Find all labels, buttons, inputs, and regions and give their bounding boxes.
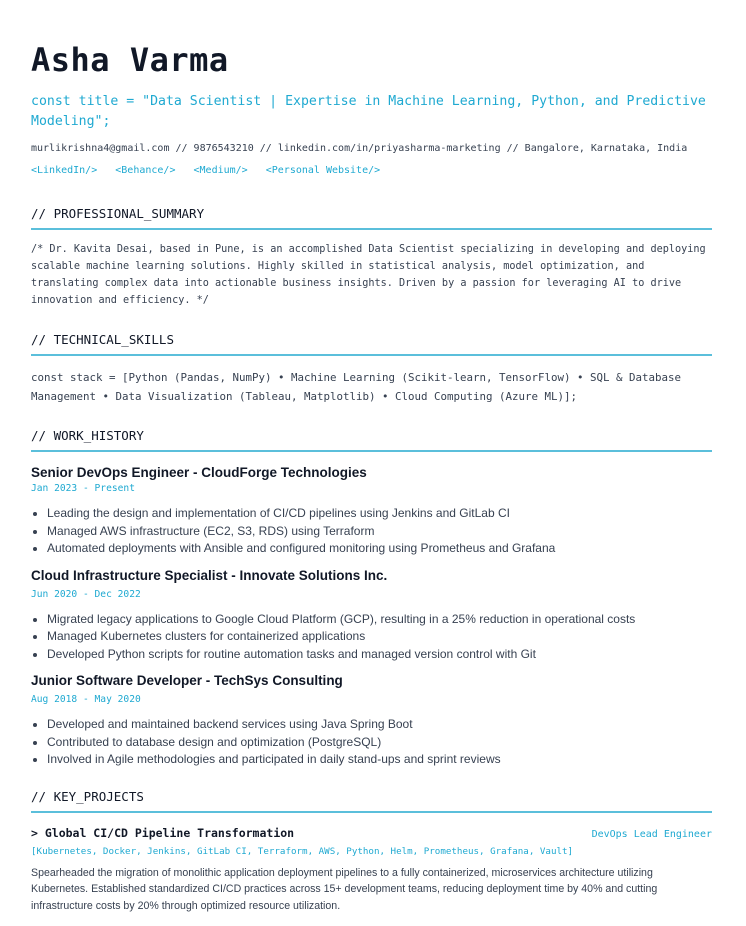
project-header	[31, 825, 712, 841]
list-item: • Migrated legacy applications to Google Cloud Platform (GCP), resulting in a 25% reduction in operational costs	[47, 611, 712, 629]
contact-line: murlikrishna4@gmail.com // 9876543210 // linkedin.com/in/priyasharma-marketing // Bangalore, Karnataka, India	[31, 143, 688, 154]
job-entry	[31, 464, 712, 558]
job-bullets	[31, 716, 712, 769]
skills-section	[31, 332, 712, 406]
list-item: • Managed Kubernetes clusters for containerized applications	[47, 628, 712, 646]
project-role: DevOps Lead Engineer	[591, 828, 712, 840]
title-line: const title = "Data Scientist | Expertise in Machine Learning, Python, and Predictive Modeling";	[31, 94, 706, 129]
list-item: • Leading the design and implementation of CI/CD pipelines using Jenkins and GitLab CI	[47, 505, 712, 523]
linkedin-link[interactable]: <LinkedIn/>	[31, 165, 98, 176]
work-heading: // WORK_HISTORY	[31, 428, 712, 452]
skills-text: const stack = [Python (Pandas, NumPy) • Machine Learning (Scikit-learn, TensorFlow) • SQL & Database Management • Data Visualization (Tableau, Matplotlib) • Cloud Computing (Azure ML)];	[31, 371, 682, 403]
job-title: Cloud Infrastructure Specialist - Innovate Solutions Inc.	[31, 567, 388, 583]
summary-section	[31, 206, 712, 309]
list-item: • Automated deployments with Ansible and configured monitoring using Prometheus and Grafana	[47, 540, 712, 558]
personal-website-link[interactable]: <Personal Website/>	[265, 165, 381, 176]
job-date: Aug 2018 - May 2020	[31, 694, 141, 705]
behance-link[interactable]: <Behance/>	[115, 165, 176, 176]
project-tags: [Kubernetes, Docker, Jenkins, GitLab CI, Terraform, AWS, Python, Helm, Prometheus, Grafana, Vault]	[31, 845, 574, 857]
job-entry	[31, 672, 712, 769]
job-bullets	[31, 611, 712, 664]
job-bullets	[31, 505, 712, 558]
projects-section	[31, 789, 712, 915]
job-title: Junior Software Developer - TechSys Consulting	[31, 673, 343, 688]
skills-heading: // TECHNICAL_SKILLS	[31, 332, 712, 356]
medium-link[interactable]: <Medium/>	[193, 165, 248, 176]
job-date: Jan 2023 - Present	[31, 483, 135, 494]
work-section	[31, 428, 712, 769]
summary-heading: // PROFESSIONAL_SUMMARY	[31, 206, 712, 230]
job-date: Jun 2020 - Dec 2022	[31, 588, 141, 600]
list-item: • Developed and maintained backend services using Java Spring Boot	[47, 716, 712, 734]
project-entry	[31, 825, 712, 915]
projects-heading: // KEY_PROJECTS	[31, 789, 712, 813]
job-title: Senior DevOps Engineer - CloudForge Technologies	[31, 465, 367, 480]
candidate-name: Asha Varma	[31, 41, 229, 79]
profile-links	[31, 164, 712, 178]
project-name: > Global CI/CD Pipeline Transformation	[31, 825, 295, 840]
list-item: • Managed AWS infrastructure (EC2, S3, RDS) using Terraform	[47, 523, 712, 541]
list-item: • Developed Python scripts for routine automation tasks and managed version control with Git	[47, 646, 712, 664]
project-description: Spearheaded the migration of monolithic application deployment pipelines to a fully containerized, microservices architecture utilizing Kubernetes. Established standardized CI/CD practices across 15+ development teams, reducing deployment time by 40% and cutting infrastructure costs by 20% through optimized resource utilization.	[31, 866, 658, 912]
list-item: • Contributed to database design and optimization (PostgreSQL)	[47, 734, 712, 752]
summary-text: /* Dr. Kavita Desai, based in Pune, is an accomplished Data Scientist specializing in developing and deploying scalable machine learning solutions. Highly skilled in statistical analysis, model optimization, and translating complex data into actionable business insights. Driven by a passion for leveraging AI to drive innovation and efficiency. */	[31, 244, 706, 306]
list-item: • Involved in Agile methodologies and participated in daily stand-ups and sprint reviews	[47, 751, 712, 769]
job-entry	[31, 567, 712, 664]
